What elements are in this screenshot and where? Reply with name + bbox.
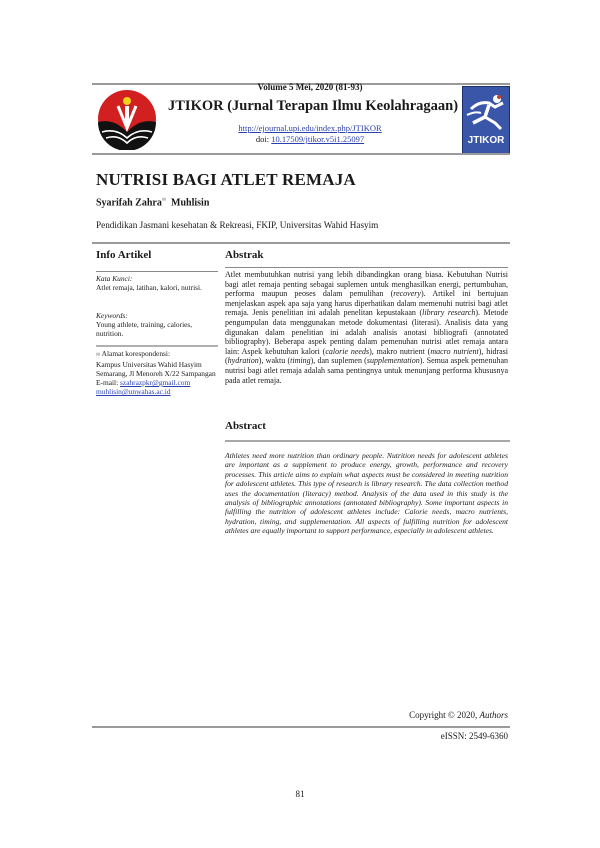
info-artikel-heading: Info Artikel (96, 249, 152, 261)
affiliation: Pendidikan Jasmani kesehatan & Rekreasi, FKIP, Universitas Wahid Hasyim (96, 220, 379, 230)
email-link-1[interactable]: szahrazpkr@gmail.com (120, 378, 191, 387)
kata-kunci-block (96, 274, 218, 292)
abstrak-part: ). Metode pengumpulan data menggunakan metode dokumentasi (literasi). Analisis data yang digunakan dalam penelitian ini adalah analisis anotasi bibliografi (annotated bibliography). Beberapa aspek penting dalam pemenuhan nutrisi atlet remaja antara lain: Aspek kebutuhan kalori ( (225, 308, 508, 356)
abstrak-part: ), dan suplemen ( (310, 356, 367, 366)
abstract-rule (225, 440, 510, 442)
copyright-text: Copyright © 2020, (409, 710, 478, 720)
abstrak-text (225, 270, 508, 385)
mail-mark-icon: ✉ (96, 353, 101, 358)
author-2: Muhlisin (171, 197, 210, 209)
journal-volume: Volume 5 Mei, 2020 (81-93) (257, 82, 363, 92)
abstrak-italic: recovery (393, 289, 421, 299)
abstrak-italic: library research (422, 308, 476, 318)
abstrak-part: ), hidrasi ( (225, 346, 508, 366)
email-label: E-mail: (96, 378, 119, 387)
doi-label: doi: (255, 134, 270, 144)
copyright (409, 710, 508, 720)
copyright-authors: Authors (479, 710, 508, 720)
address-value: Kampus Universitas Wahid Hasyim Semarang, Jl Menoreh X/22 Sampangan (96, 360, 216, 378)
keywords-block (96, 311, 218, 338)
jtikor-logo (462, 86, 510, 154)
doi-link[interactable]: 10.17509/jtikor.v5i1.25097 (271, 134, 365, 144)
author-line (96, 197, 209, 208)
corresponding-mark-icon: ✉ (161, 198, 167, 203)
abstrak-italic: supplementation (366, 356, 420, 366)
footer-rule (92, 726, 510, 728)
email-link-2[interactable]: muhlisin@unwahas.ac.id (96, 387, 171, 396)
abstrak-heading: Abstrak (225, 249, 264, 261)
author-1: Syarifah Zahra (96, 197, 162, 209)
correspondence-block (96, 349, 218, 396)
abstrak-italic: hydration (227, 356, 259, 366)
abstract-heading: Abstract (225, 420, 266, 432)
journal-title: JTIKOR (Jurnal Terapan Ilmu Keolahragaan) (168, 98, 459, 114)
abstract-text: Athletes need more nutrition than ordinary people. Nutrition needs for adolescent athletes are important as a supplement to produce energy, growth, performance and recovery processes. This article aims to explain what aspects must be considered in meeting nutrition for adolescent athletes. This type of research is library research. The data collection method uses the documentation (literacy) method. Analysis of the data used in this study is the analysis of bibliographic annotations (annotated bibliography). Some important aspects in fulfilling the nutrition of adolescent athletes include: Calorie needs, macro nutrients, hydration, timing, and supplementation. All aspects of fulfilling nutrition for adolescent athletes are equally important to support performance, especially in adolescent athletes. (225, 451, 508, 536)
keywords-label: Keywords: (96, 311, 128, 320)
article-title: NUTRISI BAGI ATLET REMAJA (96, 170, 356, 189)
abstrak-part: ), waktu ( (258, 356, 291, 366)
kata-kunci-value: Atlet remaja, latihan, kalori, nutrisi. (96, 283, 202, 292)
journal-url-link[interactable]: http://ejournal.upi.edu/index.php/JTIKOR (238, 123, 382, 133)
abstrak-italic: macro nutrient (430, 346, 479, 356)
header-bottom-rule (92, 153, 510, 155)
page-number: 81 (295, 789, 305, 799)
doi-line (180, 134, 440, 144)
info-rule (96, 271, 218, 272)
address-label: Alamat korespondensi: (101, 349, 171, 358)
abstrak-part: ), makro nutrient ( (369, 346, 431, 356)
kata-kunci-label: Kata Kunci: (96, 274, 133, 283)
abstrak-italic: timing (290, 356, 311, 366)
jtikor-logo-text: JTIKOR (467, 135, 505, 146)
address-rule (96, 345, 218, 347)
eissn: eISSN: 2549-6360 (440, 731, 508, 741)
abstrak-part: ). Semua aspek pemenuhan nutrisi bagi atlet remaja adalah sama pentingnya untuk menunjang performa khususnya pada atlet remaja. (225, 356, 508, 385)
abstrak-italic: calorie needs (325, 346, 370, 356)
section-top-rule (92, 242, 510, 244)
university-emblem-logo (96, 88, 158, 150)
runner-icon (463, 89, 509, 133)
abstrak-part: Atlet membutuhkan nutrisi yang lebih dibandingkan orang biasa. Kebutuhan Nutrisi bagi atlet remaja penting sebagai suplemen untuk menghasilkan energi, pertumbuhan, performa maupun peoses dalam pemulihan ( (225, 270, 508, 299)
abstrak-part: ). Artikel ini bertujuan menjelaskan aspek apa saja yang harus diperhatikan dalam memenuhi nutrisi bagi atlet remaja. Jenis penelitian ini adalah penelitan kepustakaan ( (225, 289, 508, 318)
keywords-value: Young athlete, training, calories, nutrition. (96, 320, 193, 338)
abstrak-rule (225, 267, 508, 268)
